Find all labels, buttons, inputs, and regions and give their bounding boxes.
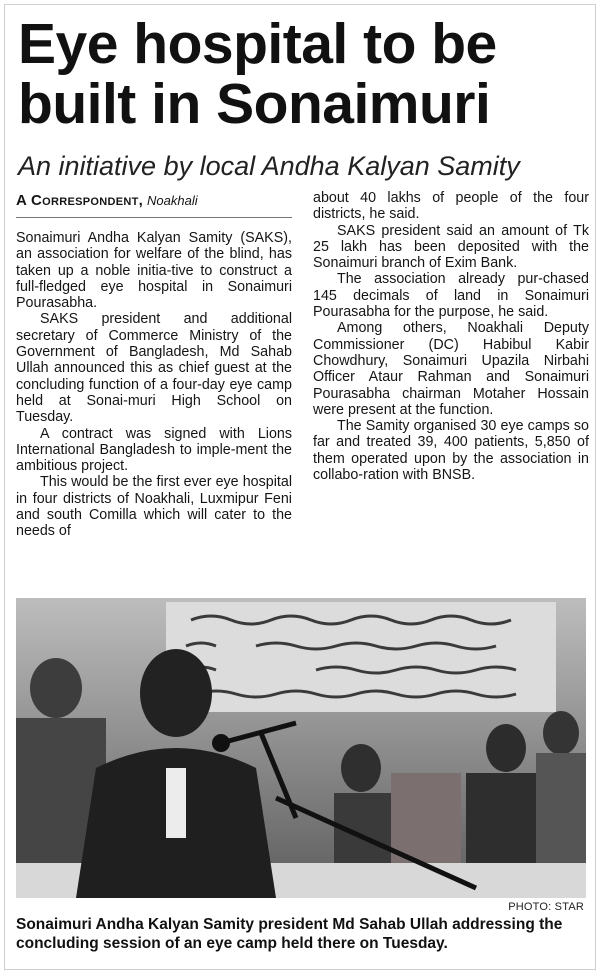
news-photo <box>16 598 586 898</box>
headline-line-2: built in Sonaimuri <box>18 72 491 136</box>
byline-name: A Correspondent, <box>16 192 144 209</box>
photo-caption: Sonaimuri Andha Kalyan Samity president Md Sahab Ullah addressing the concluding session of an eye camp held there on Tuesday. <box>16 916 563 952</box>
paragraph: about 40 lakhs of people of the four districts, he said. <box>313 190 589 223</box>
paragraph: The association already pur-chased 145 decimals of land in Sonaimuri Pourasabha for the purpose, he said. <box>313 271 589 321</box>
paragraph: Sonaimuri Andha Kalyan Samity (SAKS), an association for welfare of the blind, has taken up a noble initia-tive to construct a full-fledged eye hospital in Sonaimuri Pourasabha. <box>16 230 292 312</box>
deck-subheadline: An initiative by local Andha Kalyan Samity <box>18 151 520 181</box>
photo-credit: PHOTO: STAR <box>508 901 584 913</box>
headline-line-1: Eye hospital to be <box>18 12 497 76</box>
byline-place: Noakhali <box>147 193 198 208</box>
article-column-right <box>313 190 589 483</box>
paragraph: SAKS president said an amount of Tk 25 lakh has been deposited with the Sonaimuri branch of Exim Bank. <box>313 222 589 272</box>
byline <box>16 190 292 218</box>
paragraph: The Samity organised 30 eye camps so far and treated 39, 400 patients, 5,850 of them operated upon by the association in collabo-ration with BNSB. <box>313 418 589 484</box>
headline <box>18 14 588 134</box>
article-column-left <box>16 190 292 540</box>
paragraph: Among others, Noakhali Deputy Commissioner (DC) Habibul Kabir Chowdhury, Sonaimuri Upazila Nirbahi Officer Ataur Rahman and Sonaimuri Pourasabha chairman Motaher Hossain were present at the function. <box>313 320 589 418</box>
paragraph: This would be the first ever eye hospital in four districts of Noakhali, Luxmipur Feni and south Comilla which will cater to the needs of <box>16 474 292 540</box>
photo-illustration <box>16 598 586 898</box>
paragraph: SAKS president and additional secretary of Commerce Ministry of the Government of Bangladesh, Md Sahab Ullah announced this as chief guest at the concluding function of a four-day eye camp held at Sonai-muri High School on Tuesday. <box>16 311 292 426</box>
paragraph: A contract was signed with Lions International Bangladesh to imple-ment the ambitious project. <box>16 425 292 475</box>
